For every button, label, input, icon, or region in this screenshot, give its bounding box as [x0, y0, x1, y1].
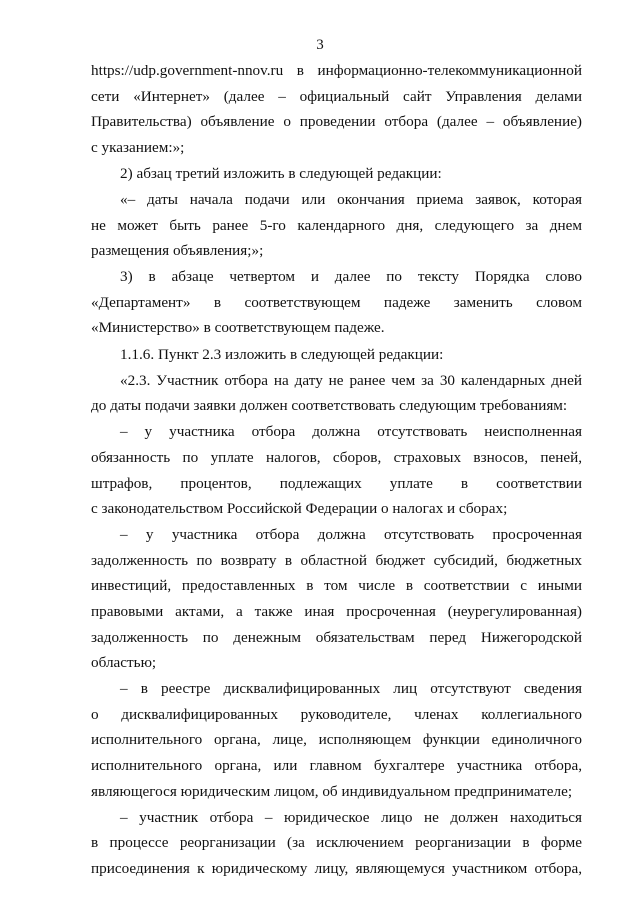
- text-line: правовыми актами, а также иная просроченная (неурегулированная): [91, 602, 582, 620]
- text-line: «Департамент» в соответствующем падеже заменить словом: [91, 293, 582, 311]
- text-line: https://udp.government-nnov.ru в информационно-телекоммуникационной: [91, 62, 582, 79]
- text-line: 1.1.6. Пункт 2.3 изложить в следующей редакции:: [120, 345, 444, 363]
- text-line: в процессе реорганизации (за исключением реорганизации в форме: [91, 834, 582, 852]
- text-line: «2.3. Участник отбора на дату не ранее чем за 30 календарных дней: [120, 371, 582, 389]
- text-line: Правительства) объявление о проведении отбора (далее – объявление): [91, 113, 582, 131]
- text-line: до даты подачи заявки должен соответствовать следующим требованиям:: [91, 397, 568, 415]
- text-line: о дисквалифицированных руководителе, членах коллегиального: [91, 705, 582, 723]
- text-line: с законодательством Российской Федерации о налогах и сборах;: [91, 500, 508, 518]
- text-line: не может быть ранее 5-го календарного дня, следующего за днем: [91, 216, 582, 234]
- text-line: – в реестре дисквалифицированных лиц отсутствуют сведения: [120, 680, 582, 698]
- text-line: размещения объявления;»;: [91, 242, 264, 260]
- text-line: 3) в абзаце четвертом и далее по тексту Порядка слово: [120, 268, 582, 286]
- text-line: исполнительного органа, лице, исполняющем функции единоличного: [91, 731, 582, 749]
- text-line: исполнительного органа, или главном бухгалтере участника отбора,: [91, 757, 582, 775]
- text-line: – у участника отбора должна отсутствовать просроченная: [120, 526, 582, 544]
- text-line: задолженность по денежным обязательствам перед Нижегородской: [91, 628, 582, 646]
- text-line: сети «Интернет» (далее – официальный сайт Управления делами: [91, 87, 582, 105]
- text-line: являющегося юридическим лицом, об индивидуальном предпринимателе;: [91, 782, 573, 800]
- page-number: 3: [316, 37, 324, 53]
- text-line: – участник отбора – юридическое лицо не должен находиться: [120, 808, 582, 826]
- text-line: «– даты начала подачи или окончания приема заявок, которая: [120, 190, 582, 208]
- text-line: – у участника отбора должна отсутствовать неисполненная: [120, 423, 582, 441]
- text-line: обязанность по уплате налогов, сборов, страховых взносов, пеней,: [91, 448, 582, 466]
- text-line: задолженность по возврату в областной бюджет субсидий, бюджетных: [91, 551, 582, 569]
- text-line: штрафов, процентов, подлежащих уплате в соответствии: [91, 474, 582, 492]
- text-line: инвестиций, предоставленных в том числе в соответствии с иными: [91, 577, 582, 595]
- document-body: [91, 58, 582, 882]
- text-line: присоединения к юридическому лицу, являющемуся участником отбора,: [91, 859, 582, 877]
- text-line: «Министерство» в соответствующем падеже.: [91, 319, 385, 337]
- text-line: областью;: [91, 654, 157, 672]
- text-line: с указанием:»;: [91, 138, 185, 156]
- text-line: 2) абзац третий изложить в следующей редакции:: [120, 164, 442, 182]
